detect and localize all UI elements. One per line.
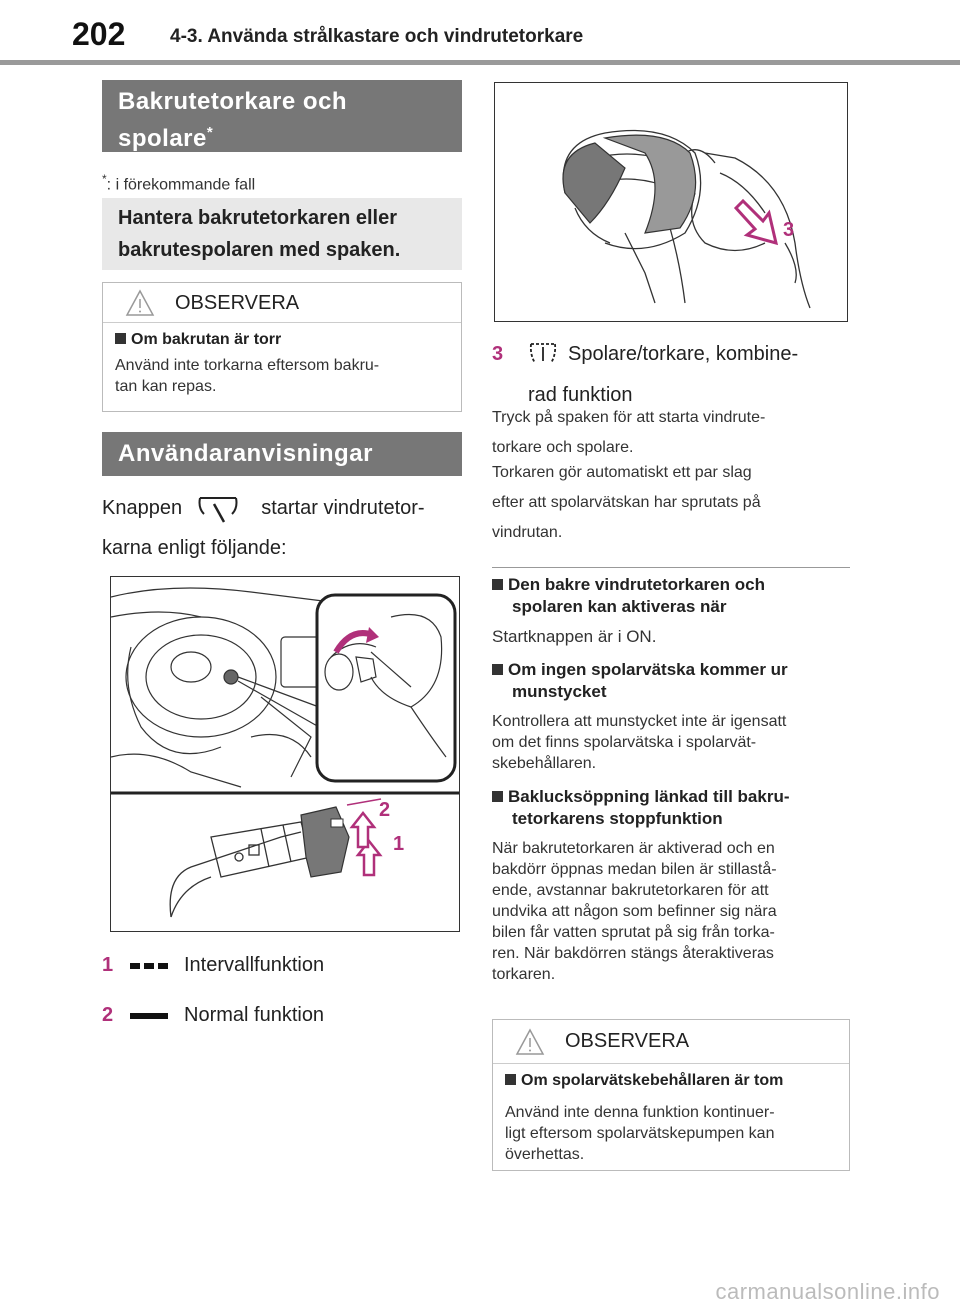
warning-icon <box>125 288 155 318</box>
item-3-line1 <box>492 336 850 372</box>
paragraph-2-line3: vindrutan. <box>492 524 563 541</box>
legend-item-2 <box>102 1004 324 1027</box>
notice-title: OBSERVERA <box>175 292 300 314</box>
notice-2-text-line3: överhettas. <box>505 1146 585 1163</box>
paragraph-1 <box>492 405 850 461</box>
notice-2-body <box>493 1064 849 1175</box>
notice-body <box>103 323 461 407</box>
notice-header <box>103 283 461 323</box>
note-1-heading-line1: Den bakre vindrutetorkaren och <box>508 575 765 594</box>
button-description <box>102 490 462 566</box>
note-3-line: När bakrutetorkaren är aktiverad och en <box>492 840 775 857</box>
paragraph-2-line2: efter att spolarvätskan har sprutats på <box>492 494 761 511</box>
summary-line2: bakrutespolaren med spaken. <box>118 239 401 261</box>
note-3-line: bilen får vatten sprutat på sig från torka- <box>492 924 775 941</box>
bullet-square-icon <box>492 791 503 802</box>
bullet-square-icon <box>492 664 503 675</box>
note-2-heading <box>492 659 850 681</box>
note-3 <box>492 786 850 985</box>
steering-lever-figure <box>110 576 460 932</box>
item-3-number: 3 <box>492 342 504 365</box>
section-title-line2 <box>118 117 446 154</box>
rear-wiper-lever-illustration <box>495 83 847 321</box>
item-3-text-line1: Spolare/torkare, kombine- <box>568 342 799 365</box>
notice-2-subtitle-text: Om spolarvätskebehållaren är tom <box>521 1072 784 1089</box>
notice-2-subtitle <box>505 1072 837 1090</box>
note-2-text-line3: skebehållaren. <box>492 755 597 772</box>
note-3-line: torkaren. <box>492 966 556 983</box>
note-2-text-line1: Kontrollera att munstycket inte är igensatt <box>492 713 787 730</box>
footnote-text: : i förekommande fall <box>106 176 256 194</box>
continuous-line-icon <box>130 1011 170 1021</box>
notice-box-2 <box>492 1019 850 1171</box>
figure-callout-2: 2 <box>379 799 391 821</box>
note-1-heading-line2: spolaren kan aktiveras när <box>512 597 727 616</box>
item-3 <box>492 336 850 407</box>
intermittent-dashes-icon <box>130 961 170 971</box>
paragraph-1-line2: torkare och spolare. <box>492 439 634 456</box>
bullet-square-icon <box>115 333 126 344</box>
rear-wiper-figure <box>494 82 848 322</box>
note-3-body <box>492 838 850 985</box>
header-rule <box>0 60 960 65</box>
paragraph-2 <box>492 460 850 546</box>
notice-2-text-line2: ligt eftersom spolarvätskepumpen kan <box>505 1125 775 1142</box>
notice-2-text-line1: Använd inte denna funktion kontinuer- <box>505 1104 775 1121</box>
button-text-before: Knappen <box>102 497 183 519</box>
notice-box <box>102 282 462 412</box>
button-text-after: startar vindrutetor- <box>261 497 425 519</box>
paragraph-1-line1: Tryck på spaken för att starta vindrute- <box>492 409 766 426</box>
note-1 <box>492 574 850 647</box>
notice-2-header <box>493 1020 849 1064</box>
steering-lever-illustration <box>111 577 459 931</box>
figure-callout-1: 1 <box>393 833 405 855</box>
note-2-heading-line2: munstycket <box>512 682 607 701</box>
page-header <box>0 0 960 66</box>
instructions-title <box>102 432 462 476</box>
bullet-square-icon <box>505 1074 516 1085</box>
note-3-line: undvika att någon som befinner sig nära <box>492 903 777 920</box>
legend-label-1: Intervallfunktion <box>184 954 325 976</box>
figure-callout-3: 3 <box>783 219 795 241</box>
notice-2-title: OBSERVERA <box>565 1030 690 1052</box>
note-1-text: Startknappen är i ON. <box>492 627 657 646</box>
note-2-text-line2: om det finns spolarvätska i spolarvät- <box>492 734 757 751</box>
instructions-title-text: Användaranvisningar <box>118 440 373 467</box>
button-description-line1 <box>102 490 462 526</box>
page-number: 202 <box>72 16 126 52</box>
legend-label-2: Normal funktion <box>184 1004 325 1026</box>
footnote-mark: * <box>102 172 107 186</box>
wiper-button-icon <box>194 494 250 524</box>
section-title <box>102 80 462 152</box>
note-3-line: ren. När bakdörren stängs återaktiveras <box>492 945 774 962</box>
note-3-heading-line1: Baklucksöppning länkad till bakru- <box>508 787 790 806</box>
notice-subtitle-text: Om bakrutan är torr <box>131 331 282 348</box>
bullet-square-icon <box>492 579 503 590</box>
notice-subtitle <box>115 331 449 349</box>
notice-text-line1: Använd inte torkarna eftersom bakru- <box>115 357 380 374</box>
section-title-word: spolare <box>118 125 207 152</box>
section-title-mark: * <box>206 124 214 141</box>
note-3-line: bakdörr öppnas medan bilen är stillastå- <box>492 861 777 878</box>
button-description-line2: karna enligt följande: <box>102 537 287 559</box>
legend-item-1 <box>102 954 324 977</box>
note-3-line: ende, avstannar bakrutetorkaren för att <box>492 882 769 899</box>
watermark: carmanualsonline.info <box>715 1279 940 1304</box>
summary-line1: Hantera bakrutetorkaren eller <box>118 207 398 229</box>
notice-text-line2: tan kan repas. <box>115 378 217 395</box>
note-2 <box>492 659 850 774</box>
section-divider <box>492 567 850 568</box>
legend-number-2: 2 <box>102 1004 114 1026</box>
footnote <box>102 172 462 194</box>
note-2-heading-line1: Om ingen spolarvätska kommer ur <box>508 660 788 679</box>
legend-number-1: 1 <box>102 954 114 976</box>
section-title-line1: Bakrutetorkare och <box>118 88 348 115</box>
note-1-heading <box>492 574 850 596</box>
warning-icon <box>515 1027 545 1057</box>
summary-box <box>102 198 462 270</box>
item-3-text-line2: rad funktion <box>528 384 633 406</box>
note-3-heading <box>492 786 850 808</box>
paragraph-2-line1: Torkaren gör automatiskt ett par slag <box>492 464 752 481</box>
note-3-heading-line2: tetorkarens stoppfunktion <box>512 809 723 828</box>
washer-wiper-icon <box>528 339 558 369</box>
chapter-title: 4-3. Använda strålkastare och vindrutetorkare <box>170 26 584 47</box>
